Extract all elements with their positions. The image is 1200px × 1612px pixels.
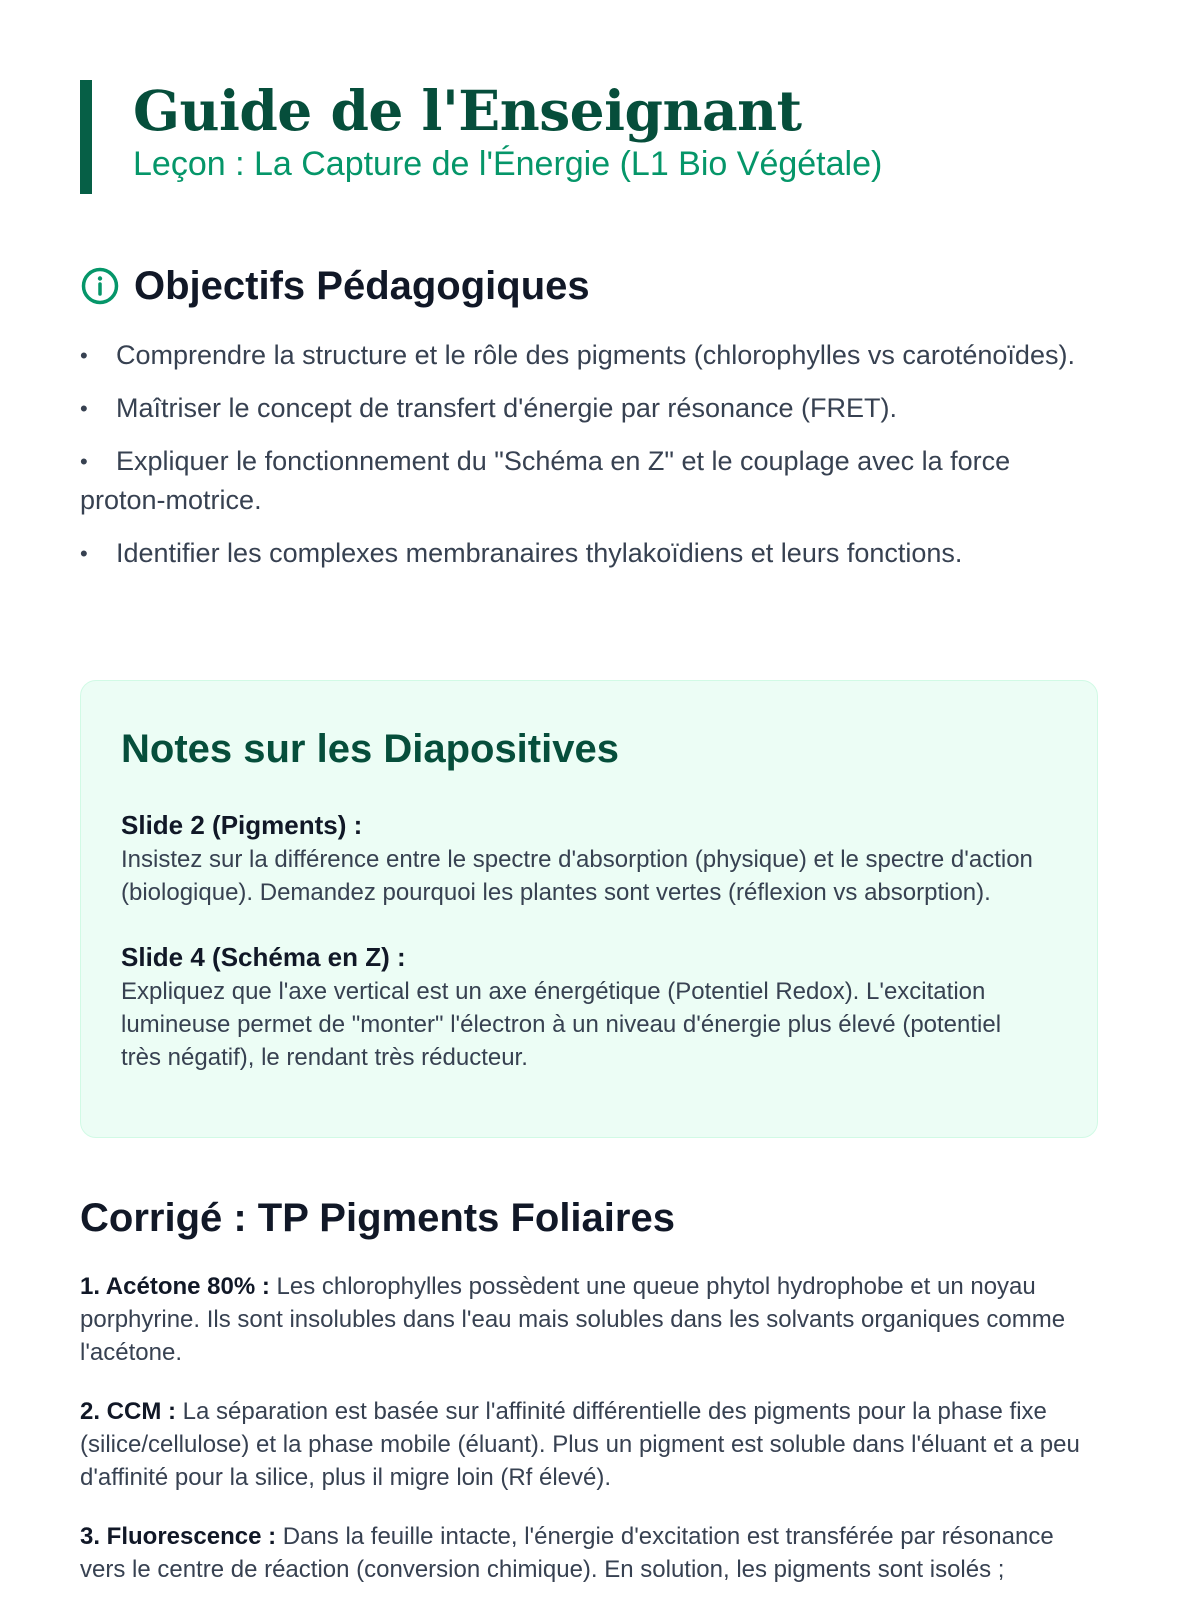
objectives-title: Objectifs Pédagogiques xyxy=(134,264,590,308)
answer-text: Les chlorophylles possèdent une queue phytol hydrophobe et un noyau porphyrine. Ils sont insolubles dans l'eau mais solubles dans les solvants organiques comme l'acétone. xyxy=(80,1273,1066,1366)
page-header xyxy=(80,80,1133,194)
answer-item xyxy=(80,1520,1104,1586)
page-title: Guide de l'Enseignant xyxy=(133,78,802,143)
slide-note xyxy=(121,939,1057,1074)
slide-note-title: Slide 4 (Schéma en Z) : xyxy=(121,942,406,972)
answer-text: La séparation est basée sur l'affinité différentielle des pigments pour la phase fixe (silice/cellulose) et la phase mobile (éluant). Plus un pigment est soluble dans l'éluant et a peu d'affinité pour la silice, plus il migre loin (Rf élevé). xyxy=(80,1398,1080,1491)
slide-notes-box xyxy=(80,680,1098,1138)
objectives-list xyxy=(80,336,1080,587)
list-item: • Maîtriser le concept de transfert d'énergie par résonance (FRET). xyxy=(80,389,1080,428)
answer-label: 1. Acétone 80% : xyxy=(80,1273,270,1300)
answer-key-title: Corrigé : TP Pigments Foliaires xyxy=(80,1196,675,1240)
bullet: • xyxy=(80,396,88,421)
info-circle-icon xyxy=(80,266,120,306)
list-item: • Comprendre la structure et le rôle des pigments (chlorophylles vs caroténoïdes). xyxy=(80,336,1080,375)
objectives-heading xyxy=(80,262,590,310)
page-subtitle: Leçon : La Capture de l'Énergie (L1 Bio Végétale) xyxy=(133,145,883,183)
bullet: • xyxy=(80,449,88,474)
answer-key-list xyxy=(80,1270,1104,1612)
slide-note-text: Insistez sur la différence entre le spectre d'absorption (physique) et le spectre d'action (biologique). Demandez pourquoi les plantes sont vertes (réflexion vs absorption). xyxy=(121,846,1033,906)
answer-label: 3. Fluorescence : xyxy=(80,1523,277,1550)
answer-item xyxy=(80,1270,1104,1369)
slide-note xyxy=(121,807,1057,909)
answer-label: 2. CCM : xyxy=(80,1398,176,1425)
bullet: • xyxy=(80,343,88,368)
notes-title: Notes sur les Diapositives xyxy=(121,727,619,771)
list-item: • Identifier les complexes membranaires thylakoïdiens et leurs fonctions. xyxy=(80,534,1080,573)
slide-note-text: Expliquez que l'axe vertical est un axe énergétique (Potentiel Redox). L'excitation lumineuse permet de "monter" l'électron à un niveau d'énergie plus élevé (potentiel très négatif), le rendant très réducteur. xyxy=(121,978,1002,1071)
bullet: • xyxy=(80,541,88,566)
list-item: • Expliquer le fonctionnement du "Schéma en Z" et le couplage avec la force proton-motrice. xyxy=(80,442,1080,520)
answer-item xyxy=(80,1395,1104,1494)
slide-note-title: Slide 2 (Pigments) : xyxy=(121,810,363,840)
answer-text: Dans la feuille intacte, l'énergie d'excitation est transférée par résonance vers le centre de réaction (conversion chimique). En solution, les pigments sont isolés ; xyxy=(80,1523,1054,1583)
